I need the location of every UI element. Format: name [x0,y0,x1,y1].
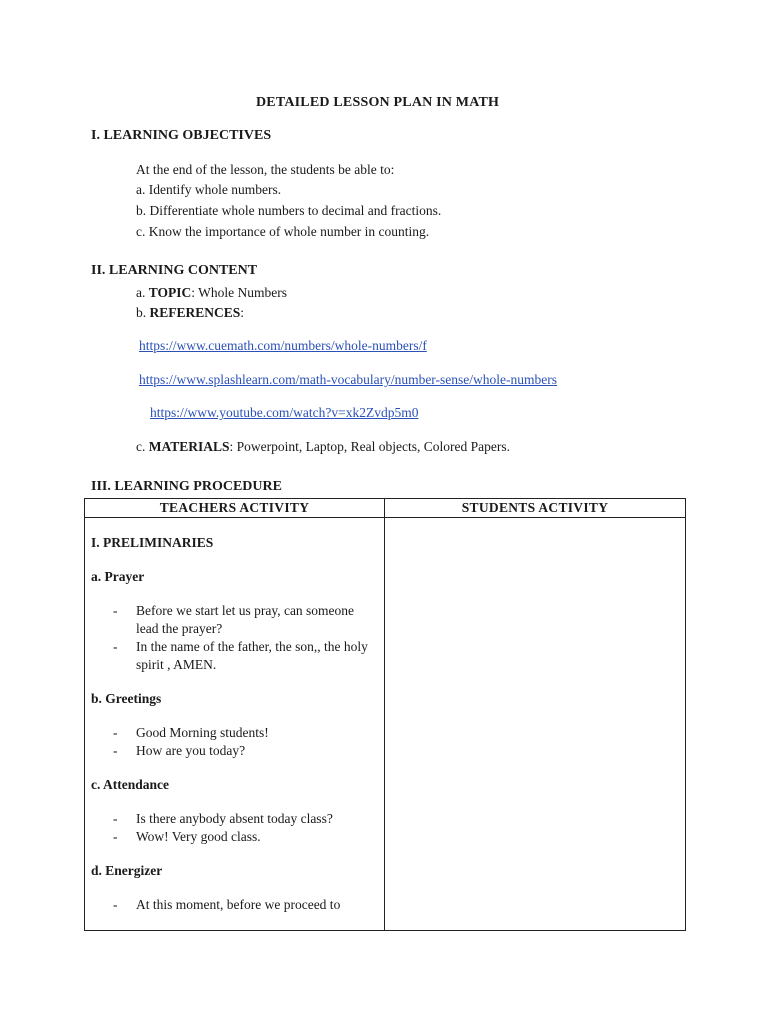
materials-prefix: c. [136,439,149,454]
dash-bullet: - [113,639,118,654]
table-header-row [85,499,686,518]
objective-item: b. Differentiate whole numbers to decimal and fractions. [136,203,442,218]
students-activity-cell [385,518,686,931]
procedure-heading: III. LEARNING PROCEDURE [91,479,282,494]
materials-label: MATERIALS [148,439,230,454]
list-item-text: At this moment, before we proceed to [136,897,341,912]
dash-bullet: - [113,829,118,844]
energizer-list [91,896,384,914]
reference-link-youtube[interactable]: https://www.youtube.com/watch?v=xk2Zvdp5m0 [150,405,419,420]
dash-bullet: - [113,811,118,826]
materials-value: : Powerpoint, Laptop, Real objects, Colored Papers. [229,439,510,454]
objective-item: a. Identify whole numbers. [136,182,282,197]
col-teachers-activity: TEACHERS ACTIVITY [85,499,385,518]
list-item-text: How are you today? [136,743,246,758]
procedure-table [84,498,686,931]
dash-bullet: - [113,725,118,740]
greetings-list [91,724,384,760]
dash-bullet: - [113,603,118,618]
references-line [136,304,244,322]
topic-prefix: a. [136,285,149,300]
list-item-text: Wow! Very good class. [136,829,261,844]
objectives-intro: At the end of the lesson, the students be able to: [136,162,395,177]
prayer-heading: a. Prayer [91,569,145,584]
energizer-heading: d. Energizer [91,863,163,878]
objective-item: c. Know the importance of whole number in counting. [136,224,430,239]
list-item-text: Before we start let us pray, can someone lead the prayer? [136,603,355,636]
reference-link-splashlearn[interactable]: https://www.splashlearn.com/math-vocabulary/number-sense/whole-numbers [139,372,557,387]
dash-bullet: - [113,743,118,758]
references-prefix: b. [136,305,150,320]
topic-line [136,284,287,302]
teachers-activity-cell [85,518,385,931]
materials-line [136,438,510,456]
table-row [85,518,686,931]
content-heading: II. LEARNING CONTENT [91,263,258,278]
preliminaries-heading: I. PRELIMINARIES [91,535,214,550]
list-item [91,602,376,638]
attendance-heading: c. Attendance [91,777,169,792]
reference-link-cuemath[interactable]: https://www.cuemath.com/numbers/whole-numbers/f [139,338,427,353]
list-item-text: Is there anybody absent today class? [136,811,333,826]
page-title: DETAILED LESSON PLAN IN MATH [256,95,500,110]
prayer-list [91,602,384,674]
references-value: : [240,305,245,320]
dash-bullet: - [113,897,118,912]
col-students-activity: STUDENTS ACTIVITY [385,499,686,518]
list-item [91,638,376,674]
list-item-text: In the name of the father, the son,, the holy spirit , AMEN. [136,639,368,672]
objectives-heading: I. LEARNING OBJECTIVES [91,128,272,143]
references-label: REFERENCES [149,305,241,320]
list-item [91,724,376,742]
list-item-text: Good Morning students! [136,725,269,740]
list-item [91,742,376,760]
list-item [91,896,376,914]
list-item [91,828,376,846]
attendance-list [91,810,384,846]
greetings-heading: b. Greetings [91,691,162,706]
topic-label: TOPIC [148,285,192,300]
list-item [91,810,376,828]
topic-value: : Whole Numbers [191,285,287,300]
